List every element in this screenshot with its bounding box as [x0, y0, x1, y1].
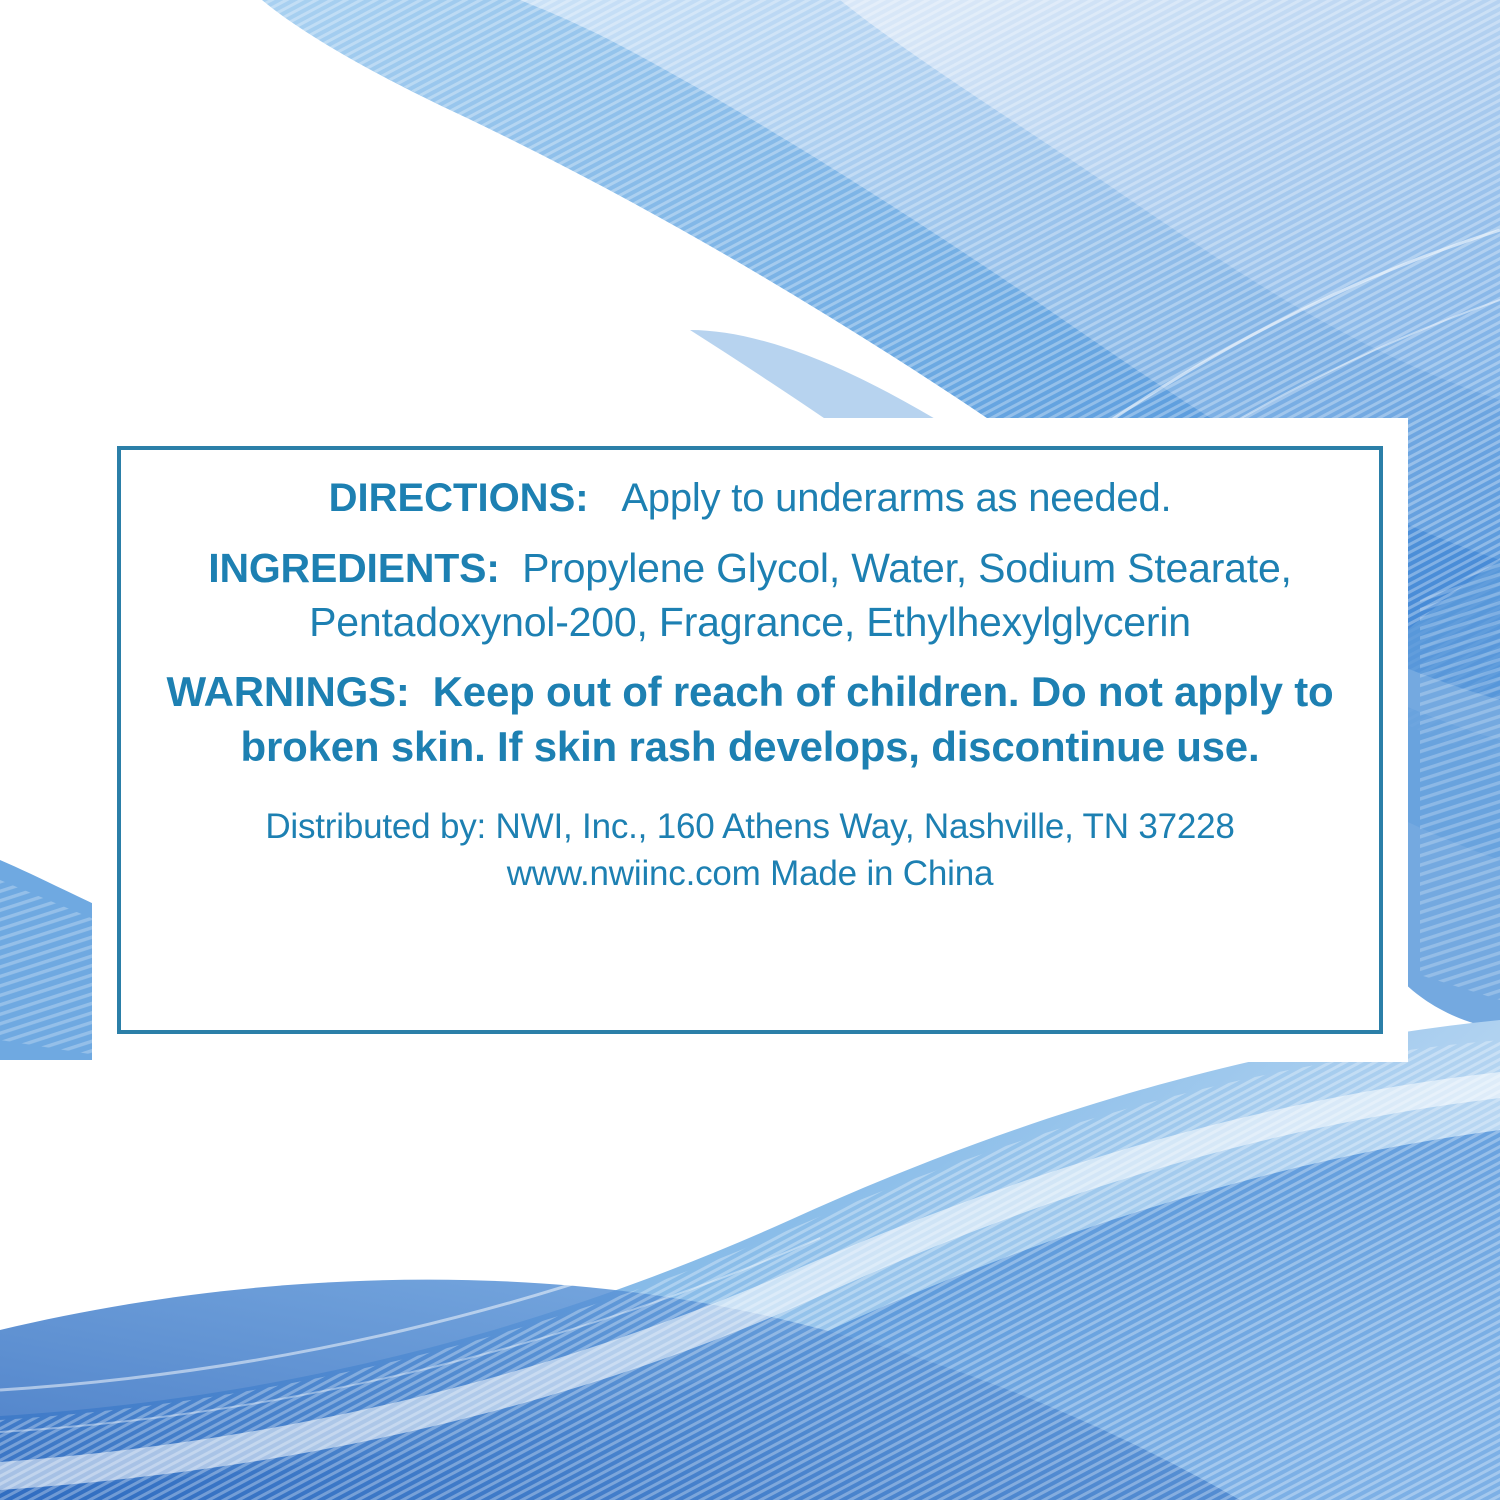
distributor-address: Distributed by: NWI, Inc., 160 Athens Way, Nashville, TN 37228 [265, 807, 1235, 847]
distributor-row [150, 804, 1350, 898]
directions-text: Apply to underarms as needed. [621, 476, 1172, 520]
ingredients-heading: INGREDIENTS: [208, 544, 500, 591]
directions-row [150, 476, 1350, 521]
label-content [150, 476, 1350, 1022]
ingredients-text: Propylene Glycol, Water, Sodium Stearate, Pentadoxynol-200, Fragrance, Ethylhexylglycerin [309, 544, 1292, 645]
warnings-heading: WARNINGS: [166, 668, 410, 716]
directions-heading: DIRECTIONS: [328, 476, 589, 520]
warnings-text: Keep out of reach of children. Do not apply to broken skin. If skin rash develops, discontinue use. [240, 668, 1334, 770]
background-wave-left [0, 860, 96, 1060]
distributor-website-origin: www.nwiinc.com Made in China [506, 854, 994, 894]
label-panel [92, 418, 1408, 1062]
background-wave-right [1396, 560, 1500, 1030]
warnings-row [150, 665, 1350, 774]
background-wave-bottom [0, 1000, 1500, 1500]
ingredients-row [150, 541, 1350, 649]
